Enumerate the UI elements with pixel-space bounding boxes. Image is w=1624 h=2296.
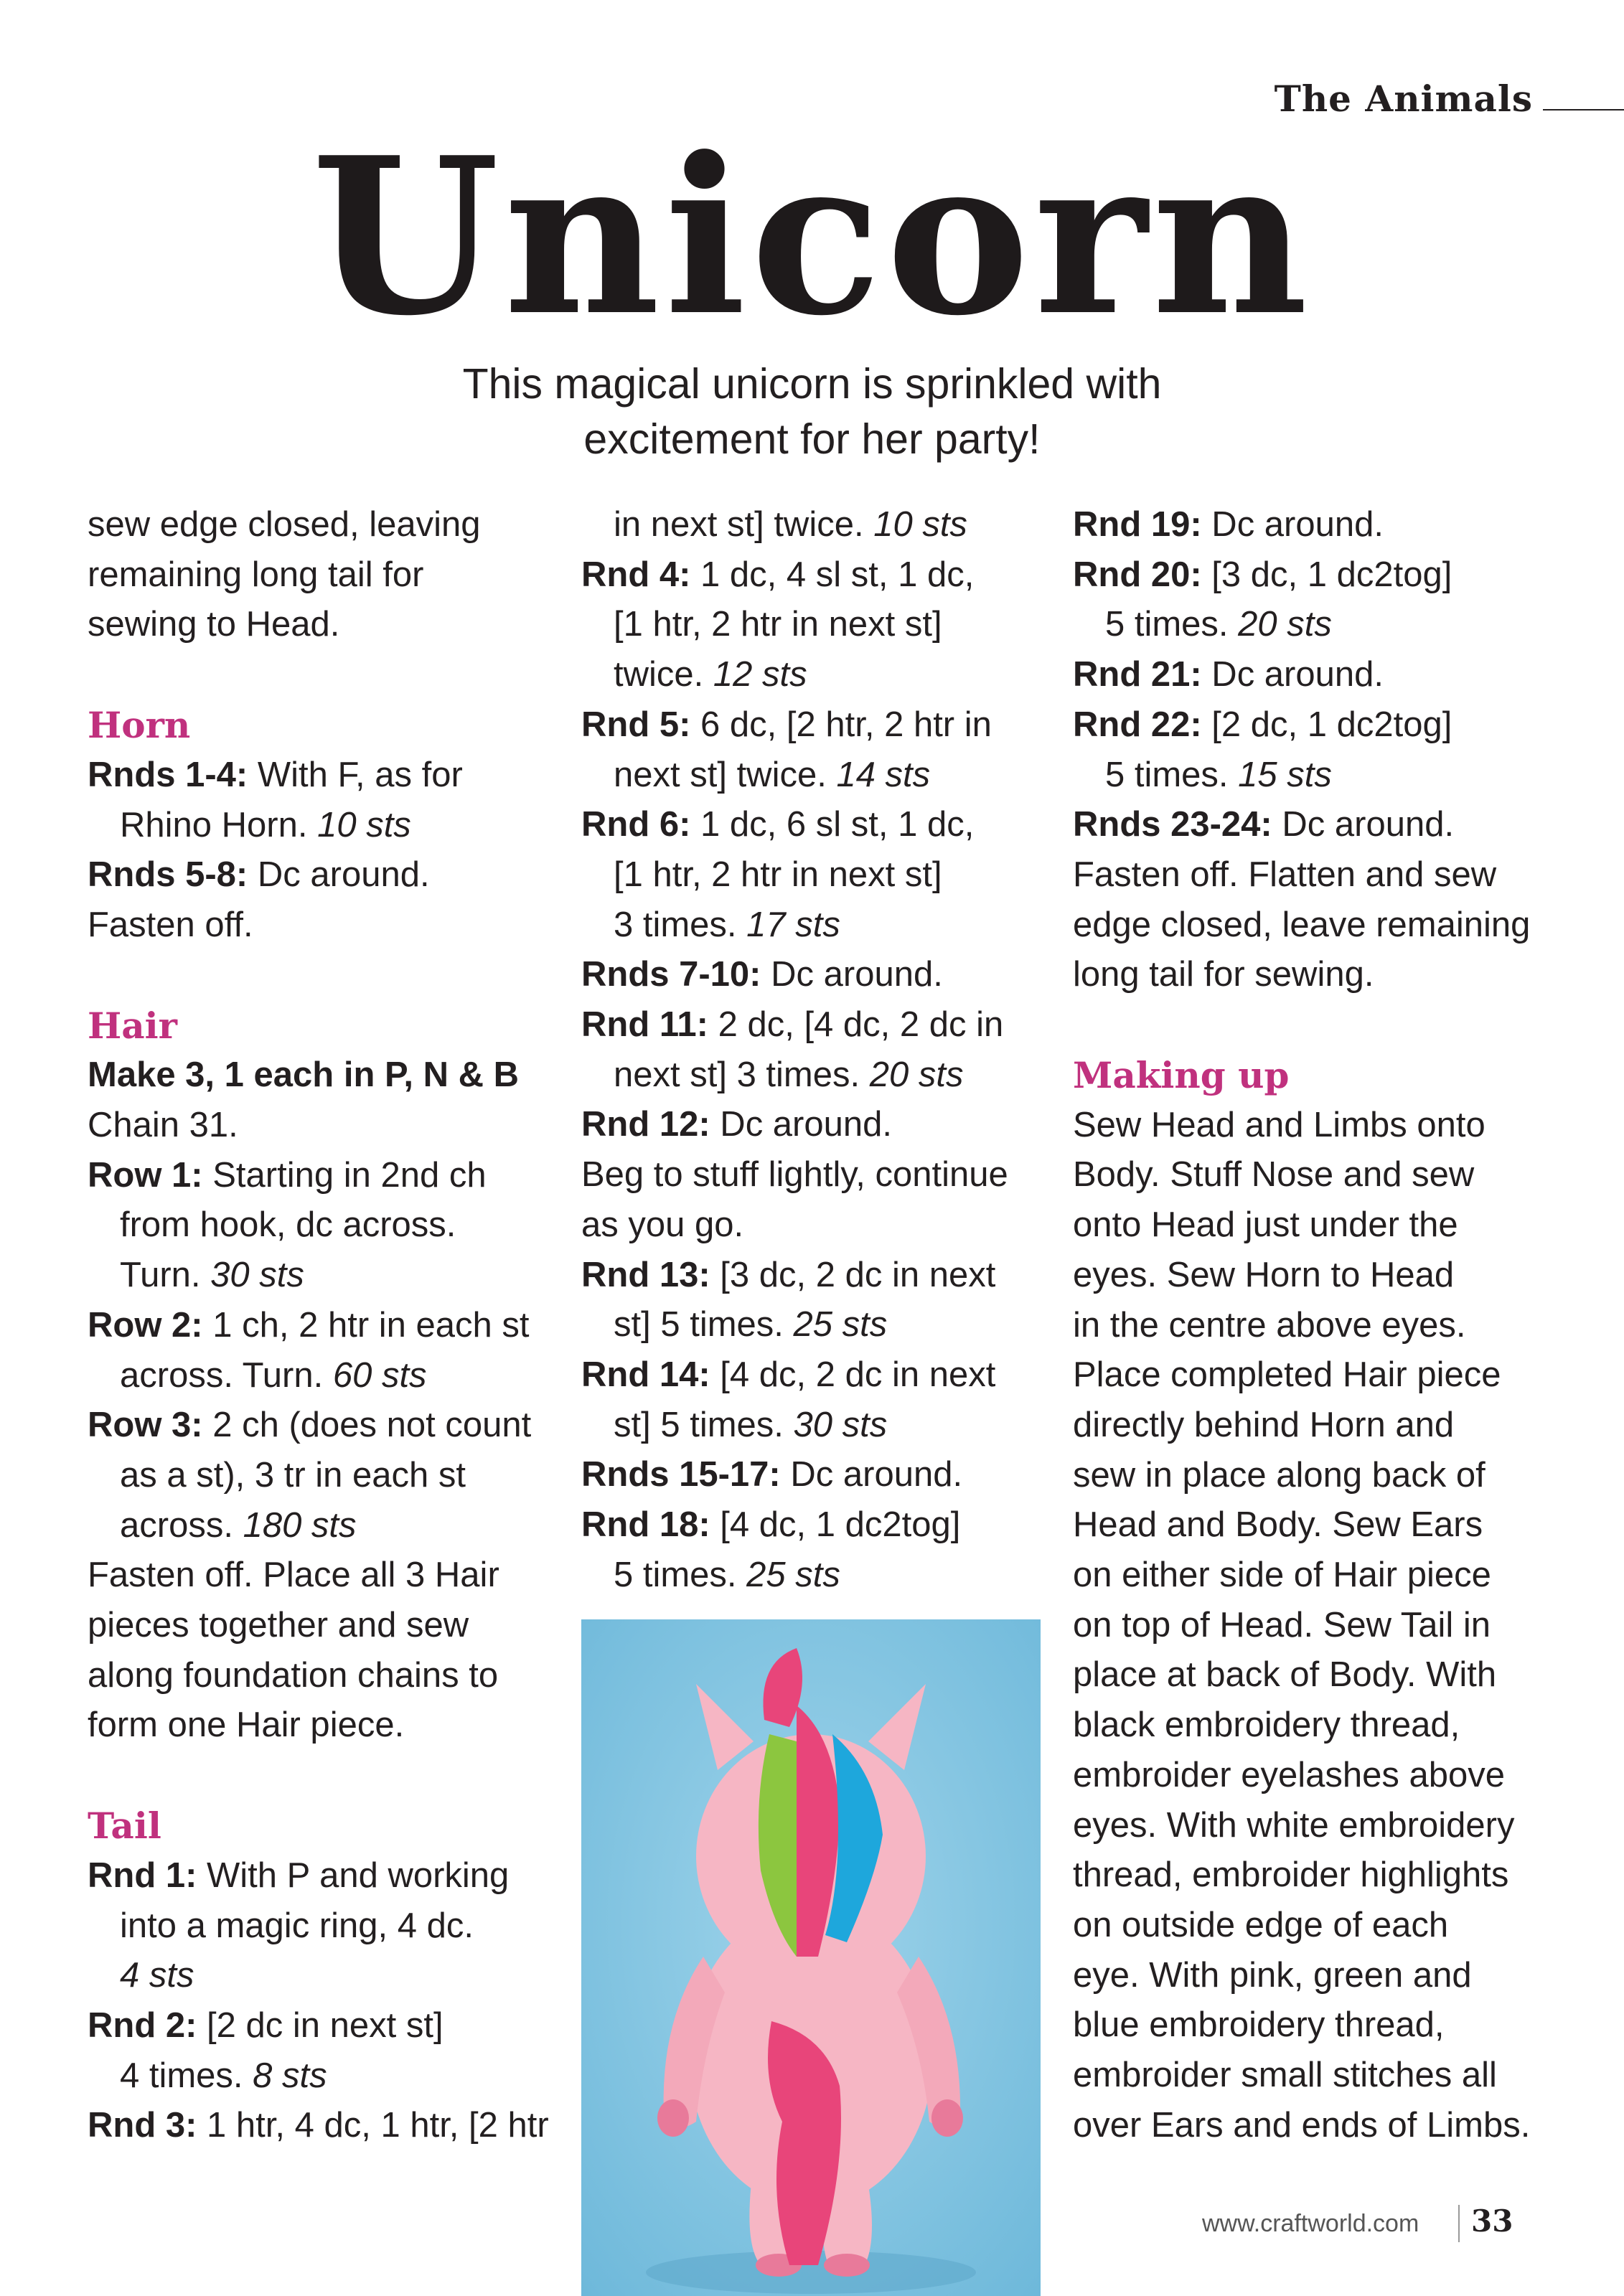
instruction-line: Rnd 6: 1 dc, 6 sl st, 1 dc,	[581, 805, 975, 844]
instruction-line: Rnds 5-8: Dc around.	[88, 855, 430, 895]
instruction-line: from hook, dc across.	[120, 1205, 456, 1245]
instruction-line: Rnd 18: [4 dc, 1 dc2tog]	[581, 1505, 961, 1545]
instruction-line: Rnd 12: Dc around.	[581, 1105, 892, 1144]
subtitle-line: This magical unicorn is sprinkled with	[462, 360, 1162, 408]
text-line: Fasten off. Place all 3 Hair	[88, 1556, 499, 1595]
footer-divider	[1458, 2205, 1460, 2242]
column-2	[581, 500, 1048, 1600]
text-line: long tail for sewing.	[1073, 955, 1374, 994]
instruction-line: Rnds 15-17: Dc around.	[581, 1455, 963, 1495]
instruction-line: Rnds 1-4: With F, as for	[88, 755, 463, 794]
text-line: Body. Stuff Nose and sew	[1073, 1155, 1475, 1195]
instruction-line: Rnds 23-24: Dc around.	[1073, 805, 1455, 844]
instruction-line: st] 5 times. 30 sts	[614, 1405, 888, 1444]
instruction-line: Rnd 5: 6 dc, [2 htr, 2 htr in	[581, 705, 992, 744]
crochet-unicorn-illustration	[581, 1619, 1041, 2296]
instruction-line: Rnd 13: [3 dc, 2 dc in next	[581, 1255, 996, 1294]
instruction-line: next st] 3 times. 20 sts	[614, 1055, 964, 1094]
instruction-line: 5 times. 25 sts	[614, 1555, 840, 1594]
text-line: on outside edge of each	[1073, 1905, 1449, 1944]
instruction-line: Rnds 7-10: Dc around.	[581, 955, 943, 994]
text-line: in the centre above eyes.	[1073, 1305, 1466, 1345]
column-3	[1073, 500, 1546, 2151]
instruction-line: Rhino Horn. 10 sts	[120, 805, 411, 844]
instruction-line: in next st] twice. 10 sts	[614, 505, 967, 544]
instruction-line: twice. 12 sts	[614, 655, 807, 695]
making-up-heading: Making up	[1073, 1054, 1290, 1097]
subtitle	[0, 357, 1624, 467]
instruction-line: Rnd 19: Dc around.	[1073, 505, 1384, 544]
text-line: eyes. With white embroidery	[1073, 1805, 1515, 1845]
instruction-line: 3 times. 17 sts	[614, 905, 840, 944]
text-line: sew edge closed, leaving	[88, 505, 481, 544]
page-number: 33	[1471, 2203, 1513, 2239]
instruction-line: st] 5 times. 25 sts	[614, 1305, 888, 1345]
subtitle-line: excitement for her party!	[583, 415, 1041, 463]
text-line: Beg to stuff lightly, continue	[581, 1155, 1008, 1195]
section-rule	[1543, 109, 1624, 110]
unicorn-photo	[581, 1619, 1041, 2296]
instruction-line: Rnd 4: 1 dc, 4 sl st, 1 dc,	[581, 555, 975, 594]
instruction-line: 4 times. 8 sts	[120, 2056, 327, 2095]
instruction-line: Rnd 11: 2 dc, [4 dc, 2 dc in	[581, 1005, 1004, 1045]
horn-heading: Horn	[88, 704, 191, 747]
instruction-line: 5 times. 15 sts	[1105, 755, 1332, 794]
text-line: blue embroidery thread,	[1073, 2005, 1445, 2045]
instruction-line: Rnd 22: [2 dc, 1 dc2tog]	[1073, 705, 1452, 744]
text-line: eyes. Sew Horn to Head	[1073, 1255, 1455, 1294]
tail-heading: Tail	[88, 1805, 161, 1848]
text-line: Sew Head and Limbs onto	[1073, 1105, 1485, 1144]
instruction-line: 4 sts	[120, 1956, 194, 1995]
text-line: form one Hair piece.	[88, 1705, 405, 1745]
text-line: as you go.	[581, 1205, 744, 1244]
instruction-line: next st] twice. 14 sts	[614, 755, 931, 794]
text-line: on top of Head. Sew Tail in	[1073, 1605, 1491, 1645]
section-label: The Animals	[1274, 77, 1533, 120]
text-line: Fasten off.	[88, 905, 253, 944]
text-line: eye. With pink, green and	[1073, 1955, 1472, 1995]
text-line: Head and Body. Sew Ears	[1073, 1505, 1483, 1545]
text-line: Place completed Hair piece	[1073, 1355, 1501, 1395]
instruction-line: as a st), 3 tr in each st	[120, 1455, 466, 1495]
instruction-line: Turn. 30 sts	[120, 1256, 304, 1295]
text-line: along foundation chains to	[88, 1655, 499, 1695]
hair-heading: Hair	[88, 1004, 177, 1047]
column-1	[88, 500, 561, 2151]
text-line: Fasten off. Flatten and sew	[1073, 855, 1497, 894]
instruction-line: [1 htr, 2 htr in next st]	[614, 855, 942, 894]
text-line: edge closed, leave remaining	[1073, 905, 1531, 944]
text-line: embroider small stitches all	[1073, 2056, 1497, 2095]
instruction-line: Rnd 21: Dc around.	[1073, 655, 1384, 695]
instruction-line: into a magic ring, 4 dc.	[120, 1906, 474, 1945]
instruction-line: Row 2: 1 ch, 2 htr in each st	[88, 1305, 530, 1345]
text-line: remaining long tail for	[88, 555, 424, 594]
text-line: black embroidery thread,	[1073, 1705, 1460, 1745]
instruction-line: Row 1: Starting in 2nd ch	[88, 1155, 487, 1195]
text-line: thread, embroider highlights	[1073, 1855, 1509, 1895]
text-line: onto Head just under the	[1073, 1205, 1458, 1245]
instruction-line: across. Turn. 60 sts	[120, 1355, 427, 1395]
footer-url[interactable]: www.craftworld.com	[1202, 2210, 1419, 2237]
text-line: on either side of Hair piece	[1073, 1556, 1491, 1595]
text-line: Chain 31.	[88, 1106, 238, 1145]
text-line: pieces together and sew	[88, 1606, 469, 1645]
instruction-line: Rnd 1: With P and working	[88, 1855, 510, 1895]
make-note: Make 3, 1 each in P, N & B	[88, 1055, 519, 1095]
text-line: embroider eyelashes above	[1073, 1755, 1505, 1794]
page-title: Unicorn	[311, 110, 1313, 363]
instruction-line: Row 3: 2 ch (does not count	[88, 1406, 532, 1445]
text-line: place at back of Body. With	[1073, 1655, 1497, 1695]
instruction-line: [1 htr, 2 htr in next st]	[614, 605, 942, 644]
instruction-line: across. 180 sts	[120, 1505, 357, 1545]
text-line: sewing to Head.	[88, 605, 340, 644]
text-line: directly behind Horn and	[1073, 1405, 1455, 1444]
text-line: sew in place along back of	[1073, 1455, 1485, 1495]
instruction-line: Rnd 14: [4 dc, 2 dc in next	[581, 1355, 996, 1394]
instruction-line: 5 times. 20 sts	[1105, 605, 1332, 644]
text-line: over Ears and ends of Limbs.	[1073, 2105, 1531, 2145]
instruction-line: Rnd 3: 1 htr, 4 dc, 1 htr, [2 htr	[88, 2106, 549, 2145]
instruction-line: Rnd 2: [2 dc in next st]	[88, 2005, 443, 2045]
instruction-line: Rnd 20: [3 dc, 1 dc2tog]	[1073, 555, 1452, 594]
